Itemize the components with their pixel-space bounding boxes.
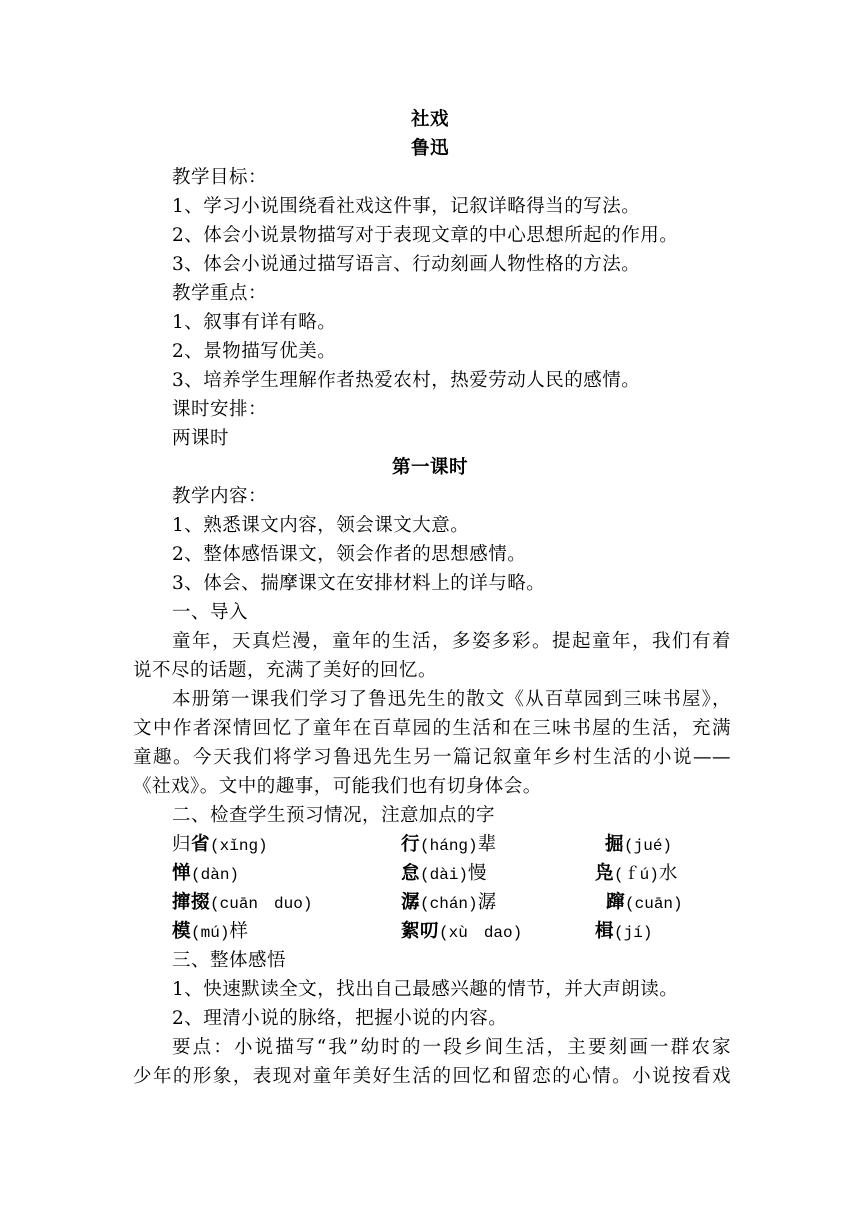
keypoints-line: 少年的形象，表现对童年美好生活的回忆和留恋的心情。小说按看戏: [133, 1066, 731, 1087]
goal-item: 1、学习小说围绕看社戏这件事，记叙详略得当的写法。: [172, 196, 641, 217]
vocab-item: 怠(dài)慢: [401, 863, 488, 884]
intro-paragraph-line: 文中作者深情回忆了童年在百草园的生活和在三味书屋的生活，充满: [133, 718, 731, 739]
intro-paragraph-line: 童趣。今天我们将学习鲁迅先生另一篇记叙童年乡村生活的小说——: [133, 747, 731, 768]
vocab-item: 凫(ｆú)水: [595, 863, 678, 884]
keypoints-line: 要点：小说描写“我”幼时的一段乡间生活，主要刻画一群农家: [172, 1037, 731, 1058]
schedule-heading: 课时安排：: [172, 399, 268, 420]
goal-item: 3、体会小说通过描写语言、行动刻画人物性格的方法。: [172, 254, 641, 275]
focus-heading: 教学重点：: [172, 283, 268, 304]
task-item: 1、快速默读全文，找出自己最感兴趣的情节，并大声朗读。: [172, 979, 679, 1000]
intro-paragraph-line: 说不尽的话题，充满了美好的回忆。: [133, 660, 438, 681]
focus-item: 3、培养学生理解作者热爱农村，热爱劳动人民的感情。: [172, 370, 641, 391]
content-item: 2、整体感悟课文，领会作者的思想感情。: [172, 544, 527, 565]
section-heading-overall: 三、整体感悟: [172, 950, 287, 971]
focus-item: 2、景物描写优美。: [172, 341, 337, 362]
content-heading: 教学内容：: [172, 486, 268, 507]
section-heading-intro: 一、导入: [172, 602, 249, 623]
task-item: 2、理清小说的脉络，把握小说的内容。: [172, 1008, 508, 1029]
vocab-item: 蹿(cuān): [606, 892, 683, 913]
intro-paragraph-line: 本册第一课我们学习了鲁迅先生的散文《从百草园到三味书屋》，: [172, 689, 731, 710]
intro-paragraph-line: 童年，天真烂漫，童年的生活，多姿多彩。提起童年，我们有着: [172, 631, 731, 652]
document-title: 社戏: [410, 109, 449, 130]
vocab-item: 撺掇(cuān duo): [172, 892, 313, 913]
content-item: 1、熟悉课文内容，领会课文大意。: [172, 515, 470, 536]
vocab-item: 絮叨(xù dao): [401, 921, 523, 942]
vocab-item: 归省(xǐng): [172, 834, 268, 855]
document-author: 鲁迅: [410, 138, 449, 159]
goals-heading: 教学目标：: [172, 167, 268, 188]
vocab-item: 掘(jué): [605, 834, 673, 855]
intro-paragraph-line: 《社戏》。文中的趣事，可能我们也有切身体会。: [133, 776, 542, 797]
focus-item: 1、叙事有详有略。: [172, 312, 337, 333]
goal-item: 2、体会小说景物描写对于表现文章的中心思想所起的作用。: [172, 225, 679, 246]
vocab-item: 楫(jí): [595, 921, 653, 942]
vocab-item: 惮(dàn): [172, 863, 240, 884]
lesson-title: 第一课时: [391, 457, 468, 478]
section-heading-preview: 二、检查学生预习情况，注意加点的字: [172, 805, 496, 826]
vocab-item: 模(mú)样: [172, 921, 249, 942]
content-item: 3、体会、揣摩课文在安排材料上的详与略。: [172, 573, 546, 594]
schedule-value: 两课时: [172, 428, 230, 449]
vocab-item: 行(háng)辈: [401, 834, 497, 855]
vocab-item: 潺(chán)潺: [401, 892, 497, 913]
